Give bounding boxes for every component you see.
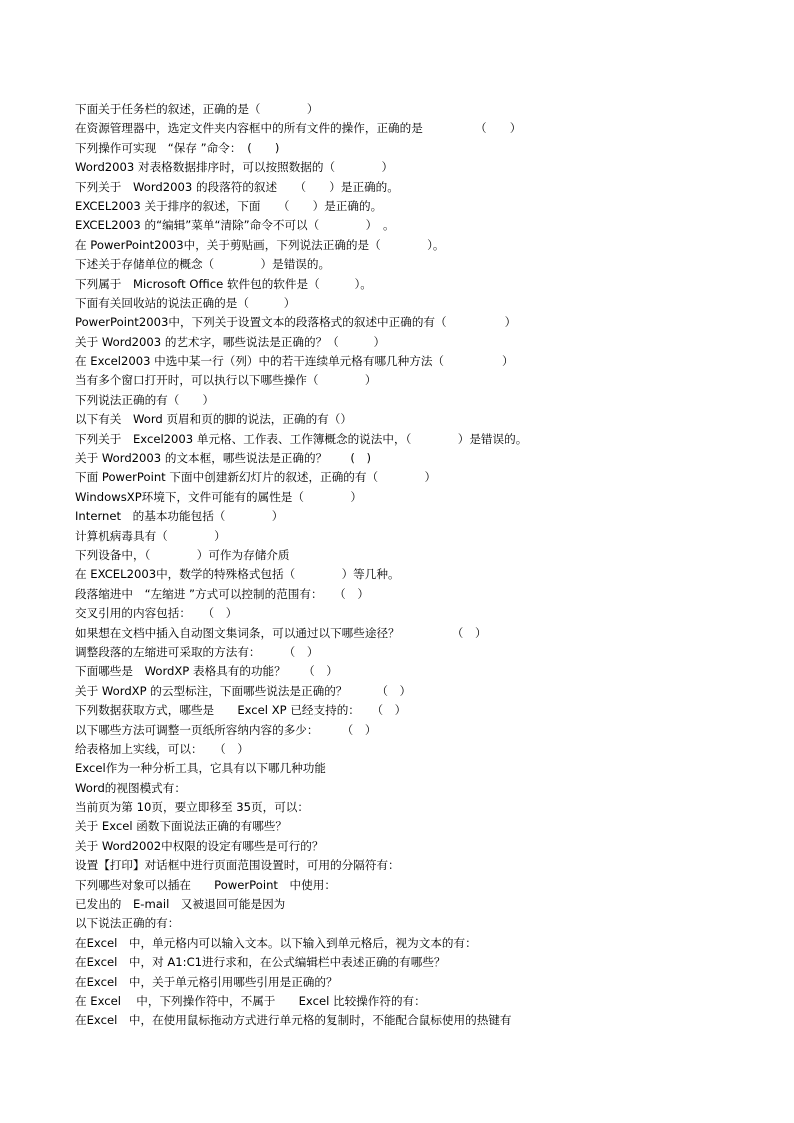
question-line: 在Excel 中，单元格内可以输入文本。以下输入到单元格后，视为文本的有： [75, 935, 477, 950]
question-line: 在资源管理器中，选定文件夹内容框中的所有文件的操作，正确的是 （ ） [75, 121, 522, 136]
question-line: 在 Excel2003 中选中某一行（列）中的若干连续单元格有哪几种方法（ ） [75, 354, 514, 369]
question-line: 设置【打印】对话框中进行页面范围设置时，可用的分隔符有： [75, 858, 400, 873]
question-line: EXCEL2003 的“编辑”菜单“清除”命令不可以（ ） 。 [75, 218, 395, 233]
question-line: 当有多个窗口打开时，可以执行以下哪些操作（ ） [75, 373, 377, 388]
question-line: 下列哪些对象可以插在 PowerPoint 中使用： [75, 877, 336, 892]
question-line: 下列设备中，（ ）可作为存储介质 [75, 547, 290, 562]
question-line: 以下有关 Word 页眉和页的脚的说法，正确的有（） [75, 412, 352, 427]
question-line: WindowsXP环境下，文件可能有的属性是（ ） [75, 489, 362, 504]
question-line: Internet 的基本功能包括（ ） [75, 509, 284, 524]
question-line: 当前页为第 10页，要立即移至 35页，可以： [75, 800, 309, 815]
question-line: 下列关于 Excel2003 单元格、工作表、工作簿概念的说法中，（ ）是错误的。 [75, 431, 528, 446]
question-line: 在 PowerPoint2003中，关于剪贴画，下列说法正确的是（ ）。 [75, 237, 445, 252]
question-line: 已发出的 E-mail 又被退回可能是因为 [75, 897, 286, 912]
question-line: 关于 Excel 函数下面说法正确的有哪些？ [75, 819, 287, 834]
question-line: 关于 Word2003 的文本框，哪些说法是正确的？ ( ) [75, 451, 372, 466]
question-line: 下列关于 Word2003 的段落符的叙述 （ ）是正确的。 [75, 179, 399, 194]
question-line: 在 Excel 中，下列操作符中，不属于 Excel 比较操作符的有： [75, 993, 426, 1008]
question-line: 调整段落的左缩进可采取的方法有： （ ） [75, 644, 319, 659]
question-line: 下列操作可实现 “保存 ”命令： ( ) [75, 140, 280, 155]
question-line: 以下哪些方法可调整一页纸所容纳内容的多少： （ ） [75, 722, 377, 737]
question-line: 给表格加上实线，可以： （ ） [75, 741, 249, 756]
question-line: 下述关于存储单位的概念（ ）是错误的。 [75, 257, 331, 272]
question-list [75, 100, 775, 1031]
question-line: 交叉引用的内容包括： （ ） [75, 606, 238, 621]
question-line: 在Excel 中，关于单元格引用哪些引用是正确的？ [75, 974, 338, 989]
question-line: 下列属于 Microsoft Office 软件包的软件是（ ）。 [75, 276, 372, 291]
question-line: PowerPoint2003中，下列关于设置文本的段落格式的叙述中正确的有（ ） [75, 315, 517, 330]
question-line: 下面关于任务栏的叙述，正确的是（ ） [75, 102, 319, 116]
question-line: Excel作为一种分析工具，它具有以下哪几种功能 [75, 761, 326, 776]
question-line: 关于 WordXP 的云型标注，下面哪些说法是正确的？ （ ） [75, 683, 412, 698]
question-line: 下面哪些是 WordXP 表格具有的功能？ （ ） [75, 664, 338, 679]
question-line: 计算机病毒具有（ ） [75, 528, 226, 543]
question-line: 关于 Word2002中权限的设定有哪些是可行的？ [75, 838, 324, 853]
question-line: EXCEL2003 关于排序的叙述，下面 （ ）是正确的。 [75, 198, 383, 213]
question-line: 下列说法正确的有（ ） [75, 392, 215, 407]
question-line: 在Excel 中，对 A1:C1进行求和，在公式编辑栏中表述正确的有哪些？ [75, 955, 446, 970]
question-line: 下列数据获取方式，哪些是 Excel XP 已经支持的： （ ） [75, 703, 407, 718]
question-line: 段落缩进中 “左缩进 ”方式可以控制的范围有： （ ） [75, 586, 369, 601]
question-line: 下面有关回收站的说法正确的是（ ） [75, 295, 296, 310]
question-line: 如果想在文档中插入自动图文集词条，可以通过以下哪些途径？ （ ） [75, 625, 487, 640]
question-line: 在Excel 中，在使用鼠标拖动方式进行单元格的复制时，不能配合鼠标使用的热键有 [75, 1013, 512, 1028]
question-line: 以下说法正确的有： [75, 916, 180, 931]
question-line: 关于 Word2003 的艺术字，哪些说法是正确的？（ ） [75, 334, 386, 349]
question-line: Word的视图模式有： [75, 780, 186, 795]
question-line: Word2003 对表格数据排序时，可以按照数据的（ ） [75, 160, 394, 175]
question-line: 下面 PowerPoint 下面中创建新幻灯片的叙述，正确的有（ ） [75, 470, 437, 485]
question-line: 在 EXCEL2003中，数学的特殊格式包括（ ）等几种。 [75, 567, 400, 582]
